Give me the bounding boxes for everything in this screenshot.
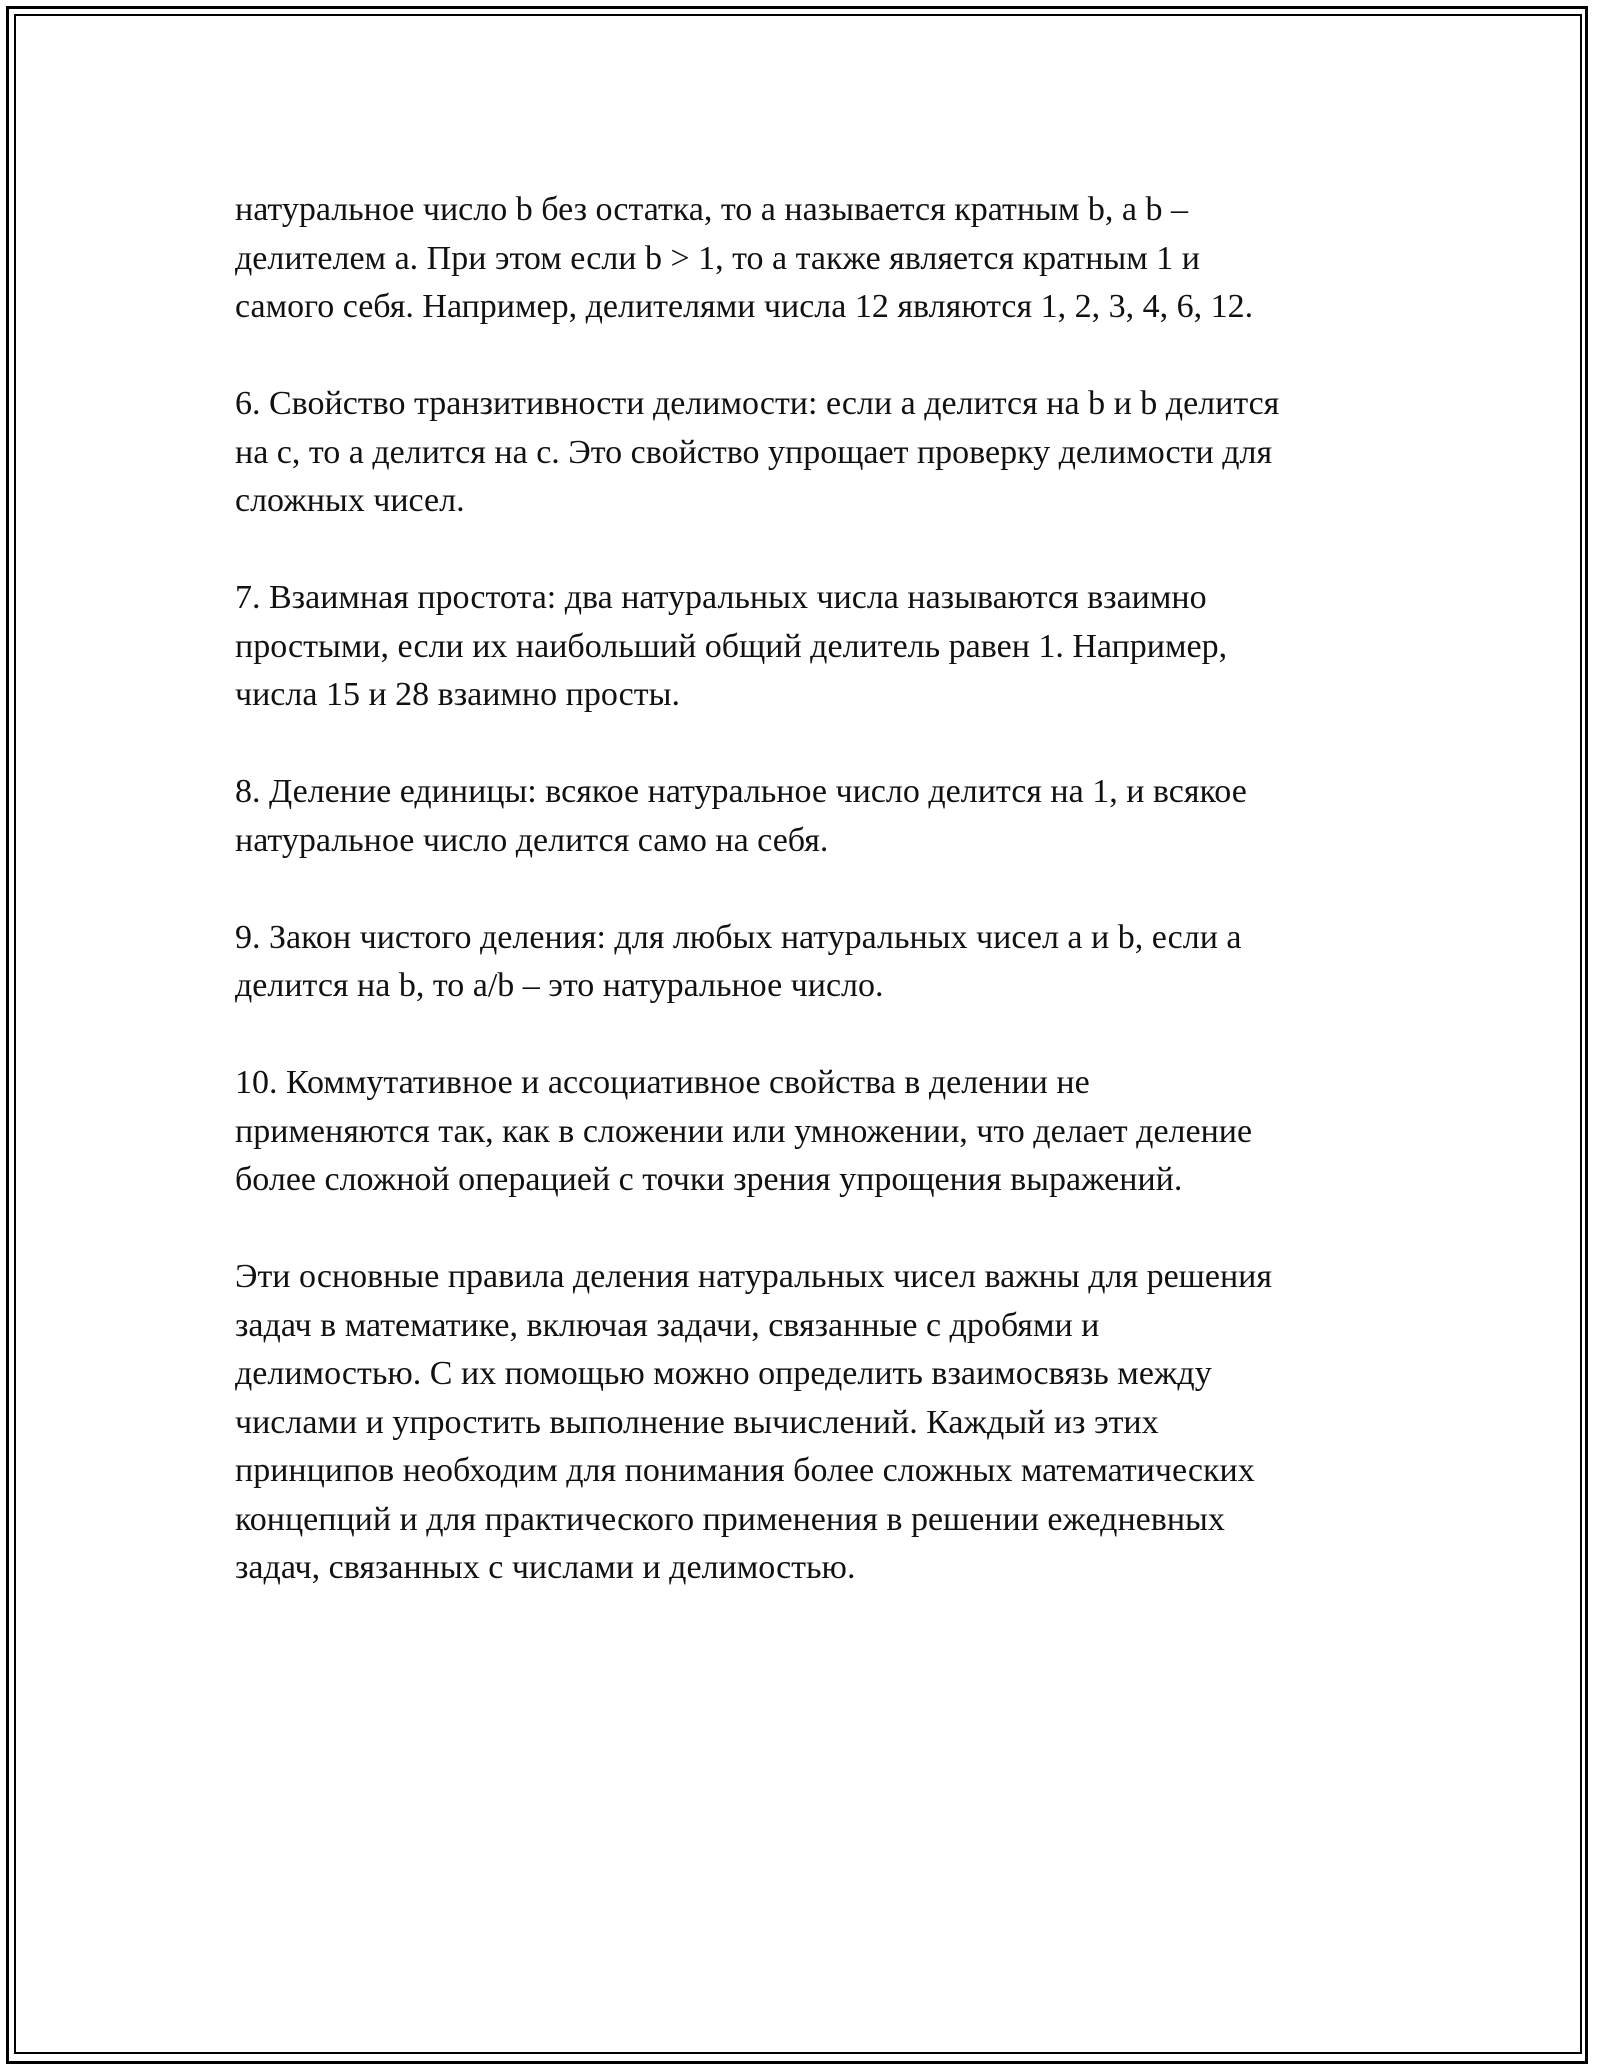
text-line: 9. Закон чистого деления: для любых натуральных чисел a и b, если a	[235, 918, 1242, 956]
paragraph-divisor-definition	[235, 186, 1375, 332]
text-line: 6. Свойство транзитивности делимости: если a делится на b и b делится	[235, 385, 1280, 422]
text-line: задач, связанных с числами и делимостью.	[235, 1549, 856, 1586]
text-line: сложных чисел.	[235, 482, 465, 519]
paragraph-conclusion	[235, 1253, 1375, 1593]
text-line: 7. Взаимная простота: два натуральных числа называются взаимно	[235, 579, 1207, 616]
text-line: самого себя. Например, делителями числа 12 являются 1, 2, 3, 4, 6, 12.	[235, 288, 1254, 325]
text-line: Эти основные правила деления натуральных чисел важны для решения	[235, 1258, 1272, 1295]
paragraph-rule-6	[235, 380, 1375, 526]
paragraph-rule-7	[235, 574, 1375, 720]
text-line: задач в математике, включая задачи, связанные с дробями и	[235, 1306, 1100, 1344]
paragraph-rule-8	[235, 768, 1375, 865]
text-line: на c, то a делится на c. Это свойство упрощает проверку делимости для	[235, 433, 1273, 471]
text-line: делимостью. С их помощью можно определить взаимосвязь между	[235, 1355, 1212, 1392]
paragraph-rule-10	[235, 1059, 1375, 1205]
paragraph-rule-9	[235, 914, 1375, 1011]
text-line: принципов необходим для понимания более сложных математических	[235, 1452, 1255, 1489]
document-body	[235, 186, 1375, 1641]
text-line: простыми, если их наибольший общий делитель равен 1. Например,	[235, 627, 1228, 665]
text-line: более сложной операцией с точки зрения упрощения выражений.	[235, 1161, 1183, 1198]
text-line: 10. Коммутативное и ассоциативное свойства в делении не	[235, 1064, 1090, 1101]
text-line: числами и упростить выполнение вычислений. Каждый из этих	[235, 1403, 1159, 1441]
text-line: натуральное число делится само на себя.	[235, 821, 829, 859]
text-line: делится на b, то a/b – это натуральное число.	[235, 967, 884, 1004]
text-line: натуральное число b без остатка, то a называется кратным b, а b –	[235, 191, 1188, 228]
text-line: применяются так, как в сложении или умножении, что делает деление	[235, 1112, 1253, 1150]
text-line: 8. Деление единицы: всякое натуральное число делится на 1, и всякое	[235, 773, 1247, 810]
text-line: концепций и для практического применения в решении ежедневных	[235, 1500, 1225, 1538]
text-line: делителем a. При этом если b > 1, то a также является кратным 1 и	[235, 239, 1200, 277]
text-line: числа 15 и 28 взаимно просты.	[235, 676, 680, 713]
